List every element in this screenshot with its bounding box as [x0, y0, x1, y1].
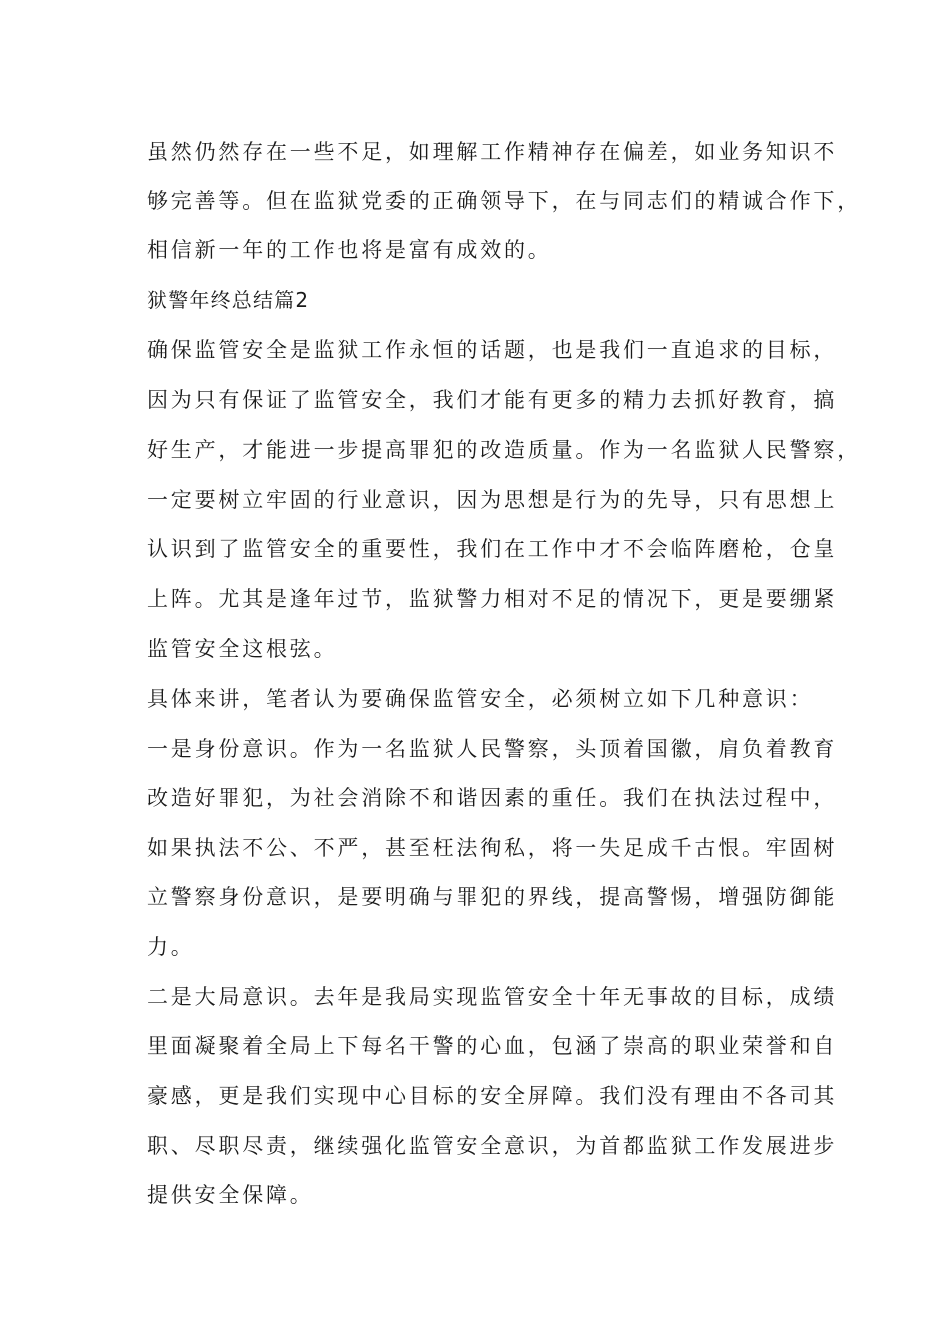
paragraph-line: 力。 [147, 935, 195, 959]
paragraph-line: 里面凝聚着全局上下每名干警的心血，包涵了崇高的职业荣誉和自 [147, 1034, 838, 1058]
paragraph-line: 监管安全这根弦。 [147, 637, 338, 661]
paragraph-line: 立警察身份意识，是要明确与罪犯的界线，提高警惕，增强防御能 [147, 885, 838, 909]
paragraph-line: 如果执法不公、不严，甚至枉法徇私，将一失足成千古恨。牢固树 [147, 836, 838, 860]
paragraph-line: 上阵。尤其是逢年过节，监狱警力相对不足的情况下，更是要绷紧 [147, 587, 838, 611]
paragraph-line: 具体来讲，笔者认为要确保监管安全，必须树立如下几种意识： [147, 687, 814, 711]
paragraph-line: 够完善等。但在监狱党委的正确领导下，在与同志们的精诚合作下， [147, 189, 861, 213]
section-heading: 狱警年终总结篇2 [147, 288, 310, 312]
paragraph-line: 因为只有保证了监管安全，我们才能有更多的精力去抓好教育，搞 [147, 388, 838, 412]
paragraph-line: 好生产，才能进一步提高罪犯的改造质量。作为一名监狱人民警察， [147, 438, 861, 462]
paragraph-line: 二是大局意识。去年是我局实现监管安全十年无事故的目标，成绩 [147, 985, 838, 1009]
paragraph-line: 虽然仍然存在一些不足，如理解工作精神存在偏差，如业务知识不 [147, 140, 838, 164]
paragraph-line: 一是身份意识。作为一名监狱人民警察，头顶着国徽，肩负着教育 [147, 737, 838, 761]
paragraph-line: 提供安全保障。 [147, 1183, 314, 1207]
paragraph-line: 相信新一年的工作也将是富有成效的。 [147, 238, 552, 262]
paragraph-line: 确保监管安全是监狱工作永恒的话题，也是我们一直追求的目标， [147, 338, 838, 362]
paragraph-line: 认识到了监管安全的重要性，我们在工作中才不会临阵磨枪，仓皇 [147, 537, 838, 561]
paragraph-line: 豪感，更是我们实现中心目标的安全屏障。我们没有理由不各司其 [147, 1084, 838, 1108]
paragraph-line: 改造好罪犯，为社会消除不和谐因素的重任。我们在执法过程中， [147, 786, 838, 810]
paragraph-line: 一定要树立牢固的行业意识，因为思想是行为的先导，只有思想上 [147, 488, 838, 512]
paragraph-line: 职、尽职尽责，继续强化监管安全意识，为首都监狱工作发展进步 [147, 1134, 838, 1158]
